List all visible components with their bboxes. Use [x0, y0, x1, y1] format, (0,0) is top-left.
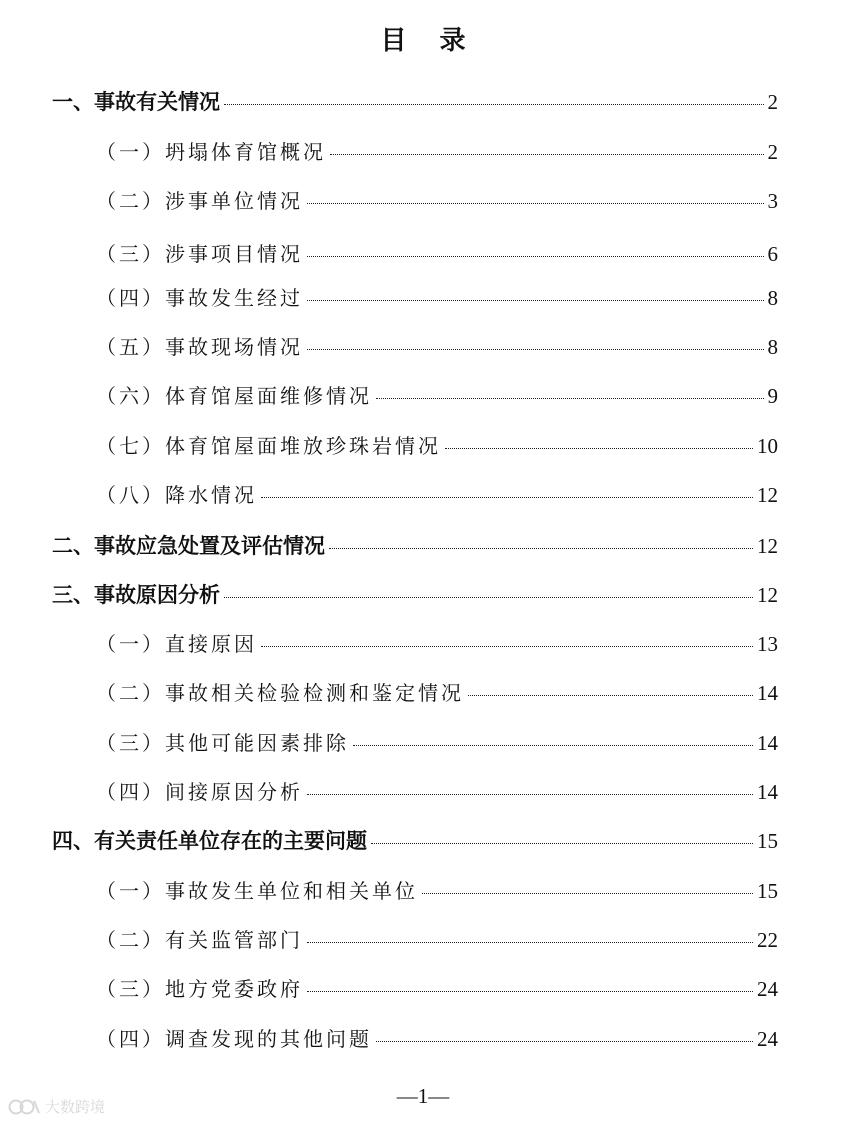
page-title: 目 录	[380, 26, 478, 56]
toc-entry[interactable]	[96, 875, 778, 904]
toc-entry[interactable]	[96, 380, 778, 409]
toc-page-number: 15	[757, 879, 778, 903]
logo-icon	[8, 1097, 42, 1117]
toc-page-number: 12	[757, 483, 778, 507]
dot-leader	[307, 300, 764, 301]
toc-page-number: 12	[757, 583, 778, 607]
toc-page-number: 6	[767, 242, 778, 266]
dot-leader	[330, 154, 764, 155]
toc-entry[interactable]	[96, 1023, 778, 1052]
page-number-footer: —1—	[396, 1084, 450, 1108]
toc-entry-label: 三、事故原因分析	[52, 583, 220, 607]
toc-entry-label: （七）体育馆屋面堆放珍珠岩情况	[96, 434, 441, 458]
toc-entry-label: （八）降水情况	[96, 483, 257, 507]
dot-leader	[376, 398, 764, 399]
toc-page-number: 9	[767, 384, 778, 408]
toc-entry-label: （四）调查发现的其他问题	[96, 1027, 372, 1051]
dot-leader	[307, 942, 753, 943]
toc-entry[interactable]	[96, 479, 778, 508]
dot-leader	[224, 104, 764, 105]
toc-page-number: 13	[757, 632, 778, 656]
toc-entry-label: （二）事故相关检验检测和鉴定情况	[96, 681, 464, 705]
toc-entry[interactable]	[52, 530, 778, 560]
dot-leader	[307, 203, 764, 204]
toc-page-number: 10	[757, 434, 778, 458]
toc-entry-label: （一）事故发生单位和相关单位	[96, 879, 418, 903]
dot-leader	[353, 745, 753, 746]
toc-entry[interactable]	[52, 86, 778, 116]
dot-leader	[376, 1041, 753, 1042]
toc-entry[interactable]	[96, 136, 778, 165]
dot-leader	[261, 497, 753, 498]
dot-leader	[307, 256, 764, 257]
dot-leader	[307, 794, 753, 795]
dot-leader	[307, 991, 753, 992]
toc-page-number: 24	[757, 1027, 778, 1051]
toc-entry[interactable]	[96, 628, 778, 657]
dot-leader	[224, 597, 753, 598]
toc-entry-label: 二、事故应急处置及评估情况	[52, 534, 325, 558]
toc-entry-label: （二）有关监管部门	[96, 928, 303, 952]
toc-entry-label: （四）间接原因分析	[96, 780, 303, 804]
toc-entry[interactable]	[96, 282, 778, 311]
toc-entry[interactable]	[96, 727, 778, 756]
toc-page-number: 12	[757, 534, 778, 558]
toc-entry[interactable]	[96, 185, 778, 214]
toc-page-number: 2	[767, 90, 778, 114]
toc-page-number: 14	[757, 731, 778, 755]
dot-leader	[422, 893, 753, 894]
toc-entry[interactable]	[96, 677, 778, 706]
toc-entry[interactable]	[52, 579, 778, 609]
watermark-text: 大数跨境	[45, 1098, 106, 1116]
toc-entry-label: （二）涉事单位情况	[96, 189, 303, 213]
watermark	[8, 1096, 105, 1117]
dot-leader	[445, 448, 753, 449]
toc-entry[interactable]	[96, 973, 778, 1002]
toc-page-number: 2	[767, 140, 778, 164]
toc-entry-label: （三）其他可能因素排除	[96, 731, 349, 755]
toc-entry-label: （四）事故发生经过	[96, 286, 303, 310]
toc-entry-label: （三）地方党委政府	[96, 977, 303, 1001]
toc-page-number: 22	[757, 928, 778, 952]
toc-entry[interactable]	[96, 924, 778, 953]
toc-page-number: 15	[757, 829, 778, 853]
dot-leader	[261, 646, 753, 647]
toc-page-number: 8	[767, 335, 778, 359]
toc-entry-label: （三）涉事项目情况	[96, 242, 303, 266]
toc-entry-label: （一）直接原因	[96, 632, 257, 656]
toc-entry-label: 四、有关责任单位存在的主要问题	[52, 829, 367, 853]
toc-page-number: 14	[757, 681, 778, 705]
dot-leader	[329, 548, 753, 549]
toc-entry-label: （五）事故现场情况	[96, 335, 303, 359]
toc-entry-label: 一、事故有关情况	[52, 90, 220, 114]
toc-entry-label: （六）体育馆屋面维修情况	[96, 384, 372, 408]
toc-entry[interactable]	[52, 825, 778, 855]
toc-entry[interactable]	[96, 776, 778, 805]
dot-leader	[307, 349, 764, 350]
toc-page-number: 24	[757, 977, 778, 1001]
toc-entry[interactable]	[96, 238, 778, 267]
dot-leader	[468, 695, 753, 696]
dot-leader	[371, 843, 753, 844]
toc-entry-label: （一）坍塌体育馆概况	[96, 140, 326, 164]
toc-entry[interactable]	[96, 331, 778, 360]
toc-page-number: 14	[757, 780, 778, 804]
toc-page-number: 3	[767, 189, 778, 213]
toc-entry[interactable]	[96, 430, 778, 459]
toc-page-number: 8	[767, 286, 778, 310]
